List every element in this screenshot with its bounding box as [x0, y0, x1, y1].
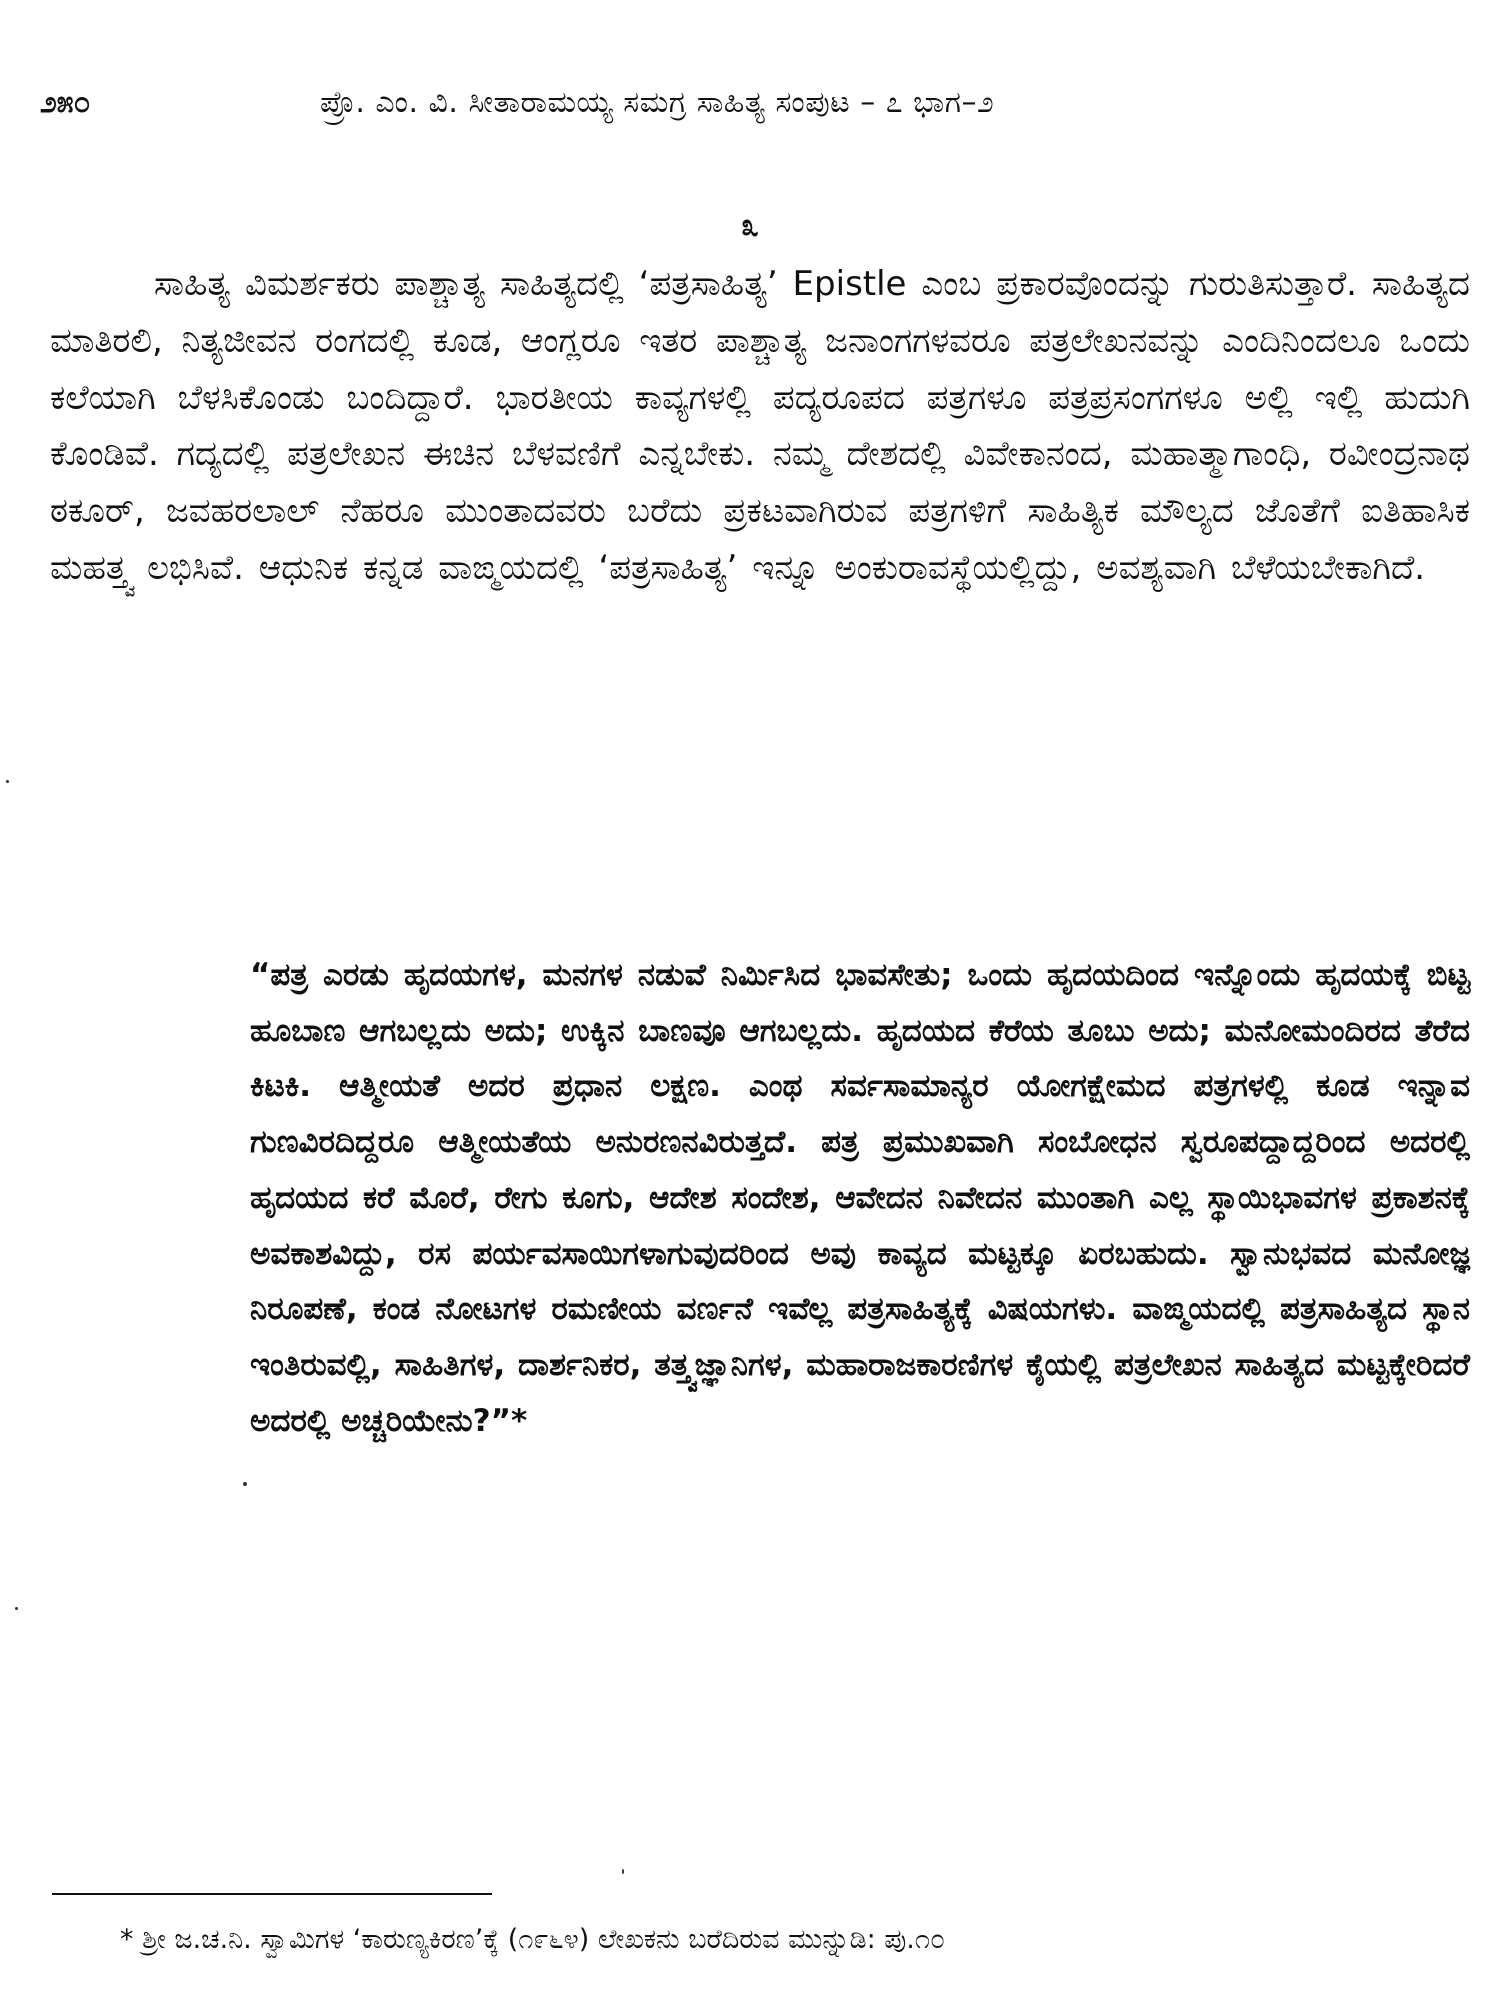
footnote: * ಶ್ರೀ ಜ.ಚ.ನಿ. ಸ್ವಾಮಿಗಳ ‘ಕಾರುಣ್ಯಕಿರಣ’ಕ್ಕೆ (೧೯೬೪) ಲೇಖಕನು ಬರೆದಿರುವ ಮುನ್ನುಡಿ: ಪು.೧೦ — [120, 1924, 946, 1955]
scan-speck — [6, 780, 9, 783]
page-number: ೨೫೦ — [40, 85, 91, 120]
page-header — [40, 78, 1470, 128]
section-number: ೩ — [741, 206, 759, 244]
scan-speck — [15, 1607, 18, 1610]
footnote-separator — [52, 1893, 492, 1895]
block-quotation: “ಪತ್ರ ಎರಡು ಹೃದಯಗಳ, ಮನಗಳ ನಡುವೆ ನಿರ್ಮಿಸಿದ ಭಾವಸೇತು; ಒಂದು ಹೃದಯದಿಂದ ಇನ್ನೊಂದು ಹೃದಯಕ್ಕೆ ಬಿಟ್ಟ ಹೂಬಾಣ ಆಗಬಲ್ಲದು ಅದು; ಉಕ್ಕಿನ ಬಾಣವೂ ಆಗಬಲ್ಲದು. ಹೃದಯದ ಕೆರೆಯ ತೂಬು ಅದು; ಮನೋಮಂದಿರದ ತೆರೆದ ಕಿಟಕಿ. ಆತ್ಮೀಯತೆ ಅದರ ಪ್ರಧಾನ ಲಕ್ಷಣ. ಎಂಥ ಸರ್ವಸಾಮಾನ್ಯರ ಯೋಗಕ್ಷೇಮದ ಪತ್ರಗಳಲ್ಲಿ ಕೂಡ ಇನ್ನಾವ ಗುಣವಿರದಿದ್ದರೂ ಆತ್ಮೀಯತೆಯ ಅನುರಣನವಿರುತ್ತದೆ. ಪತ್ರ ಪ್ರಮುಖವಾಗಿ ಸಂಬೋಧನ ಸ್ವರೂಪದ್ದಾದ್ದರಿಂದ ಅದರಲ್ಲಿ ಹೃದಯದ ಕರೆ ಮೊರೆ, ರೇಗು ಕೂಗು, ಆದೇಶ ಸಂದೇಶ, ಆವೇದನ ನಿವೇದನ ಮುಂತಾಗಿ ಎಲ್ಲ ಸ್ಥಾಯಿಭಾವಗಳ ಪ್ರಕಾಶನಕ್ಕೆ ಅವಕಾಶವಿದ್ದು, ರಸ ಪರ್ಯವಸಾಯಿಗಳಾಗುವುದರಿಂದ ಅವು ಕಾವ್ಯದ ಮಟ್ಟಕ್ಕೂ ಏರಬಹುದು. ಸ್ವಾನುಭವದ ಮನೋಜ್ಞ ನಿರೂಪಣೆ, ಕಂಡ ನೋಟಗಳ ರಮಣೀಯ ವರ್ಣನೆ ಇವೆಲ್ಲ ಪತ್ರಸಾಹಿತ್ಯಕ್ಕೆ ವಿಷಯಗಳು. ವಾಙ್ಮಯದಲ್ಲಿ ಪತ್ರಸಾಹಿತ್ಯದ ಸ್ಥಾನ ಇಂತಿರುವಲ್ಲಿ, ಸಾಹಿತಿಗಳ, ದಾರ್ಶನಿಕರ, ತತ್ತ್ವಜ್ಞಾನಿಗಳ, ಮಹಾರಾಜಕಾರಣಿಗಳ ಕೈಯಲ್ಲಿ ಪತ್ರಲೇಖನ ಸಾಹಿತ್ಯದ ಮಟ್ಟಕ್ಕೇರಿದರೆ ಅದರಲ್ಲಿ ಅಚ್ಚರಿಯೇನು?”* — [250, 957, 1470, 1439]
body-paragraph: ಸಾಹಿತ್ಯ ವಿಮರ್ಶಕರು ಪಾಶ್ಚಾತ್ಯ ಸಾಹಿತ್ಯದಲ್ಲಿ ‘ಪತ್ರಸಾಹಿತ್ಯ’ Epistle ಎಂಬ ಪ್ರಕಾರವೊಂದನ್ನು ಗುರುತಿಸುತ್ತಾರೆ. ಸಾಹಿತ್ಯದ ಮಾತಿರಲಿ, ನಿತ್ಯಜೀವನ ರಂಗದಲ್ಲಿ ಕೂಡ, ಆಂಗ್ಲರೂ ಇತರ ಪಾಶ್ಚಾತ್ಯ ಜನಾಂಗಗಳವರೂ ಪತ್ರಲೇಖನವನ್ನು ಎಂದಿನಿಂದಲೂ ಒಂದು ಕಲೆಯಾಗಿ ಬೆಳಸಿಕೊಂಡು ಬಂದಿದ್ದಾರೆ. ಭಾರತೀಯ ಕಾವ್ಯಗಳಲ್ಲಿ ಪದ್ಯರೂಪದ ಪತ್ರಗಳೂ ಪತ್ರಪ್ರಸಂಗಗಳೂ ಅಲ್ಲಿ ಇಲ್ಲಿ ಹುದುಗಿ ಕೊಂಡಿವೆ. ಗದ್ಯದಲ್ಲಿ ಪತ್ರಲೇಖನ ಈಚಿನ ಬೆಳವಣಿಗೆ ಎನ್ನಬೇಕು. ನಮ್ಮ ದೇಶದಲ್ಲಿ ವಿವೇಕಾನಂದ, ಮಹಾತ್ಮಾಗಾಂಧಿ, ರವೀಂದ್ರನಾಥ ಠಕೂರ್, ಜವಹರಲಾಲ್ ನೆಹರೂ ಮುಂತಾದವರು ಬರೆದು ಪ್ರಕಟವಾಗಿರುವ ಪತ್ರಗಳಿಗೆ ಸಾಹಿತ್ಯಿಕ ಮೌಲ್ಯದ ಜೊತೆಗೆ ಐತಿಹಾಸಿಕ ಮಹತ್ತ್ವ ಲಭಿಸಿವೆ. ಆಧುನಿಕ ಕನ್ನಡ ವಾಙ್ಮಯದಲ್ಲಿ ‘ಪತ್ರಸಾಹಿತ್ಯ’ ಇನ್ನೂ ಅಂಕುರಾವಸ್ಥೆಯಲ್ಲಿದ್ದು, ಅವಶ್ಯವಾಗಿ ಬೆಳೆಯಬೇಕಾಗಿದೆ. — [50, 264, 1470, 588]
scan-speck — [243, 1482, 247, 1486]
scan-speck — [622, 1869, 624, 1874]
running-title: ಪ್ರೊ. ಎಂ. ವಿ. ಸೀತಾರಾಮಯ್ಯ ಸಮಗ್ರ ಸಾಹಿತ್ಯ ಸಂಪುಟ – ೭ ಭಾಗ–೨ — [320, 85, 995, 120]
